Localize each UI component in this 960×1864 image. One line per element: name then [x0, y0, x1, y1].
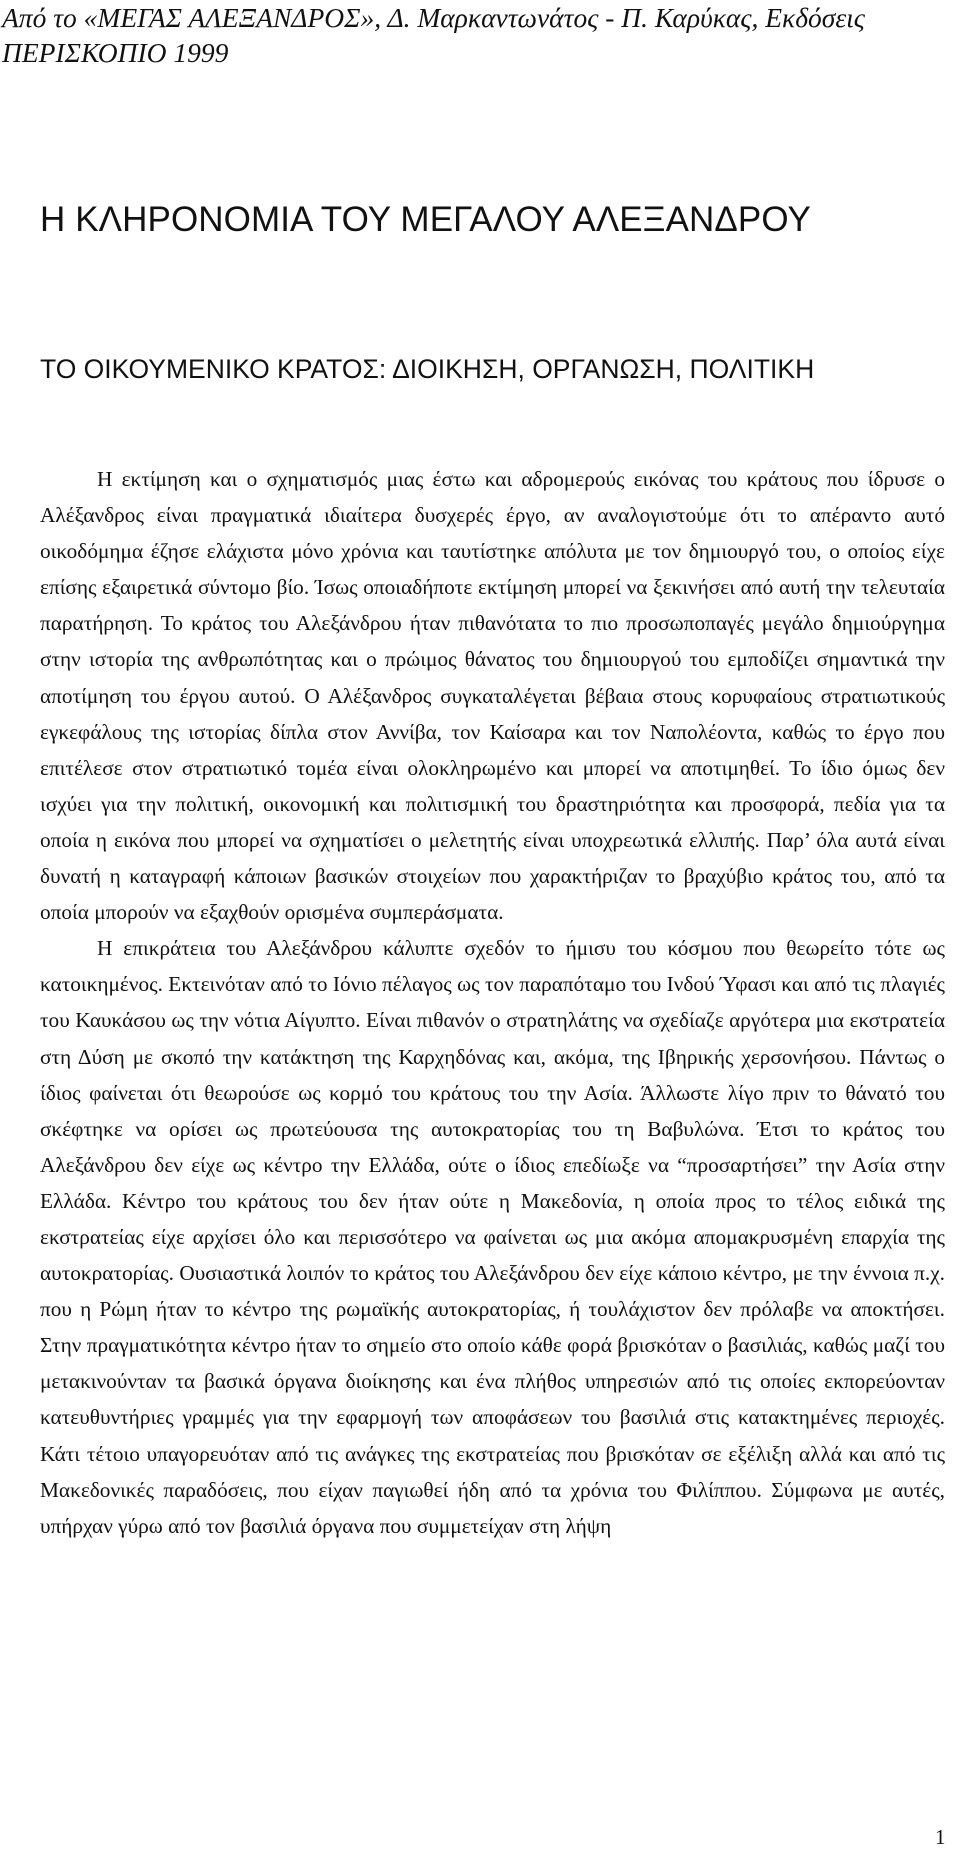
page-number: 1 — [935, 1825, 946, 1849]
source-line-1: Από το «ΜΕΓΑΣ ΑΛΕΞΑΝΔΡΟΣ», Δ. Μαρκαντωνάτος - Π. Καρύκας, Εκδόσεις — [2, 2, 865, 33]
document-title: Η ΚΛΗΡΟΝΟΜΙΑ ΤΟΥ ΜΕΓΑΛΟΥ ΑΛΕΞΑΝΔΡΟΥ — [40, 200, 811, 239]
paragraph-2: Η επικράτεια του Αλεξάνδρου κάλυπτε σχεδόν το ήμισυ του κόσμου που θεωρείτο τότε ως κατοικημένος. Εκτεινόταν από το Ιόνιο πέλαγος ως τον παραπόταμο του Ινδού Ύφασι και από τις πλαγιές του Καυκάσου ως την νότια Αίγυπτο. Είναι πιθανόν ο στρατηλάτης να σχεδίαζε αργότερα μια εκστρατεία στη Δύση με σκοπό την κατάκτηση της Καρχηδόνας και, ακόμα, της Ιβηρικής χερσονήσου. Πάντως ο ίδιος φαίνεται ότι θεωρούσε ως κορμό του κράτους του την Ασία. Άλλωστε λίγο πριν το θάνατό του σκέφτηκε να ορίσει ως πρωτεύουσα της αυτοκρατορίας του τη Βαβυλώνα. Έτσι το κράτος του Αλεξάνδρου δεν είχε ως κέντρο την Ελλάδα, ούτε ο ίδιος επεδίωξε να “προσαρτήσει” την Ασία στην Ελλάδα. Κέντρο του κράτους του δεν ήταν ούτε η Μακεδονία, η οποία προς το τέλος ειδικά της εκστρατείας είχε αρχίσει όλο και περισσότερο να φαίνεται ως μια ακόμα απομακρυσμένη επαρχία της αυτοκρατορίας. Ουσιαστικά λοιπόν το κράτος του Αλεξάνδρου δεν είχε κάποιο κέντρο, με την έννοια π.χ. που η Ρώμη ήταν το κέντρο της ρωμαϊκής αυτοκρατορίας, ή τουλάχιστον δεν πρόλαβε να αποκτήσει. Στην πραγματικότητα κέντρο ήταν το σημείο στο οποίο κάθε φορά βρισκόταν ο βασιλιάς, καθώς μαζί του μετακινούνταν τα βασικά όργανα διοίκησης και ένα πλήθος υπηρεσιών από τις οποίες εκπορεύονταν κατευθυντήριες γραμμές για την εφαρμογή των αποφάσεων του βασιλιά στις κατακτημένες περιοχές. Κάτι τέτοιο υπαγορευόταν από τις ανάγκες της εκστρατείας που βρισκόταν σε εξέλιξη αλλά και από τις Μακεδονικές παραδόσεις, που είχαν παγιωθεί ήδη από τα χρόνια του Φιλίππου. Σύμφωνα με αυτές, υπήρχαν γύρω από τον βασιλιά όργανα που συμμετείχαν στη λήψη — [40, 936, 945, 1538]
body-text — [40, 461, 945, 1544]
source-line-2: ΠΕΡΙΣΚΟΠΙΟ 1999 — [2, 37, 229, 68]
section-heading: ΤΟ ΟΙΚΟΥΜΕΝΙΚΟ ΚΡΑΤΟΣ: ΔΙΟΙΚΗΣΗ, ΟΡΓΑΝΩΣΗ, ΠΟΛΙΤΙΚΗ — [40, 354, 815, 384]
source-citation — [2, 0, 952, 70]
paragraph-1: Η εκτίμηση και ο σχηματισμός μιας έστω και αδρομερούς εικόνας του κράτους που ίδρυσε ο Αλέξανδρος είναι πραγματικά ιδιαίτερα δυσχερές έργο, αν αναλογιστούμε ότι το απέραντο αυτό οικοδόμημα έζησε ελάχιστα μόνο χρόνια και ταυτίστηκε απόλυτα με τον δημιουργό του, ο οποίος είχε επίσης εξαιρετικά σύντομο βίο. Ίσως οποιαδήποτε εκτίμηση μπορεί να ξεκινήσει από αυτή την τελευταία παρατήρηση. Το κράτος του Αλεξάνδρου ήταν πιθανότατα το πιο προσωποπαγές μεγάλο δημιούργημα στην ιστορία της ανθρωπότητας και ο πρώιμος θάνατος του δημιουργού του εμποδίζει σημαντικά την αποτίμηση του έργου αυτού. Ο Αλέξανδρος συγκαταλέγεται βέβαια στους κορυφαίους στρατιωτικούς εγκεφάλους της ιστορίας δίπλα στον Αννίβα, τον Καίσαρα και τον Ναπολέοντα, καθώς το έργο που επιτέλεσε στον στρατιωτικό τομέα είναι ολοκληρωμένο και μπορεί να αποτιμηθεί. Το ίδιο όμως δεν ισχύει για την πολιτική, οικονομική και πολιτισμική του δραστηριότητα και προσφορά, πεδία για τα οποία η εικόνα που μπορεί να σχηματίσει ο μελετητής είναι υποχρεωτικά ελλιπής. Παρ’ όλα αυτά είναι δυνατή η καταγραφή κάποιων βασικών στοιχείων που χαρακτήριζαν το βραχύβιο κράτος του, από τα οποία μπορούν να εξαχθούν ορισμένα συμπεράσματα. — [40, 467, 945, 925]
